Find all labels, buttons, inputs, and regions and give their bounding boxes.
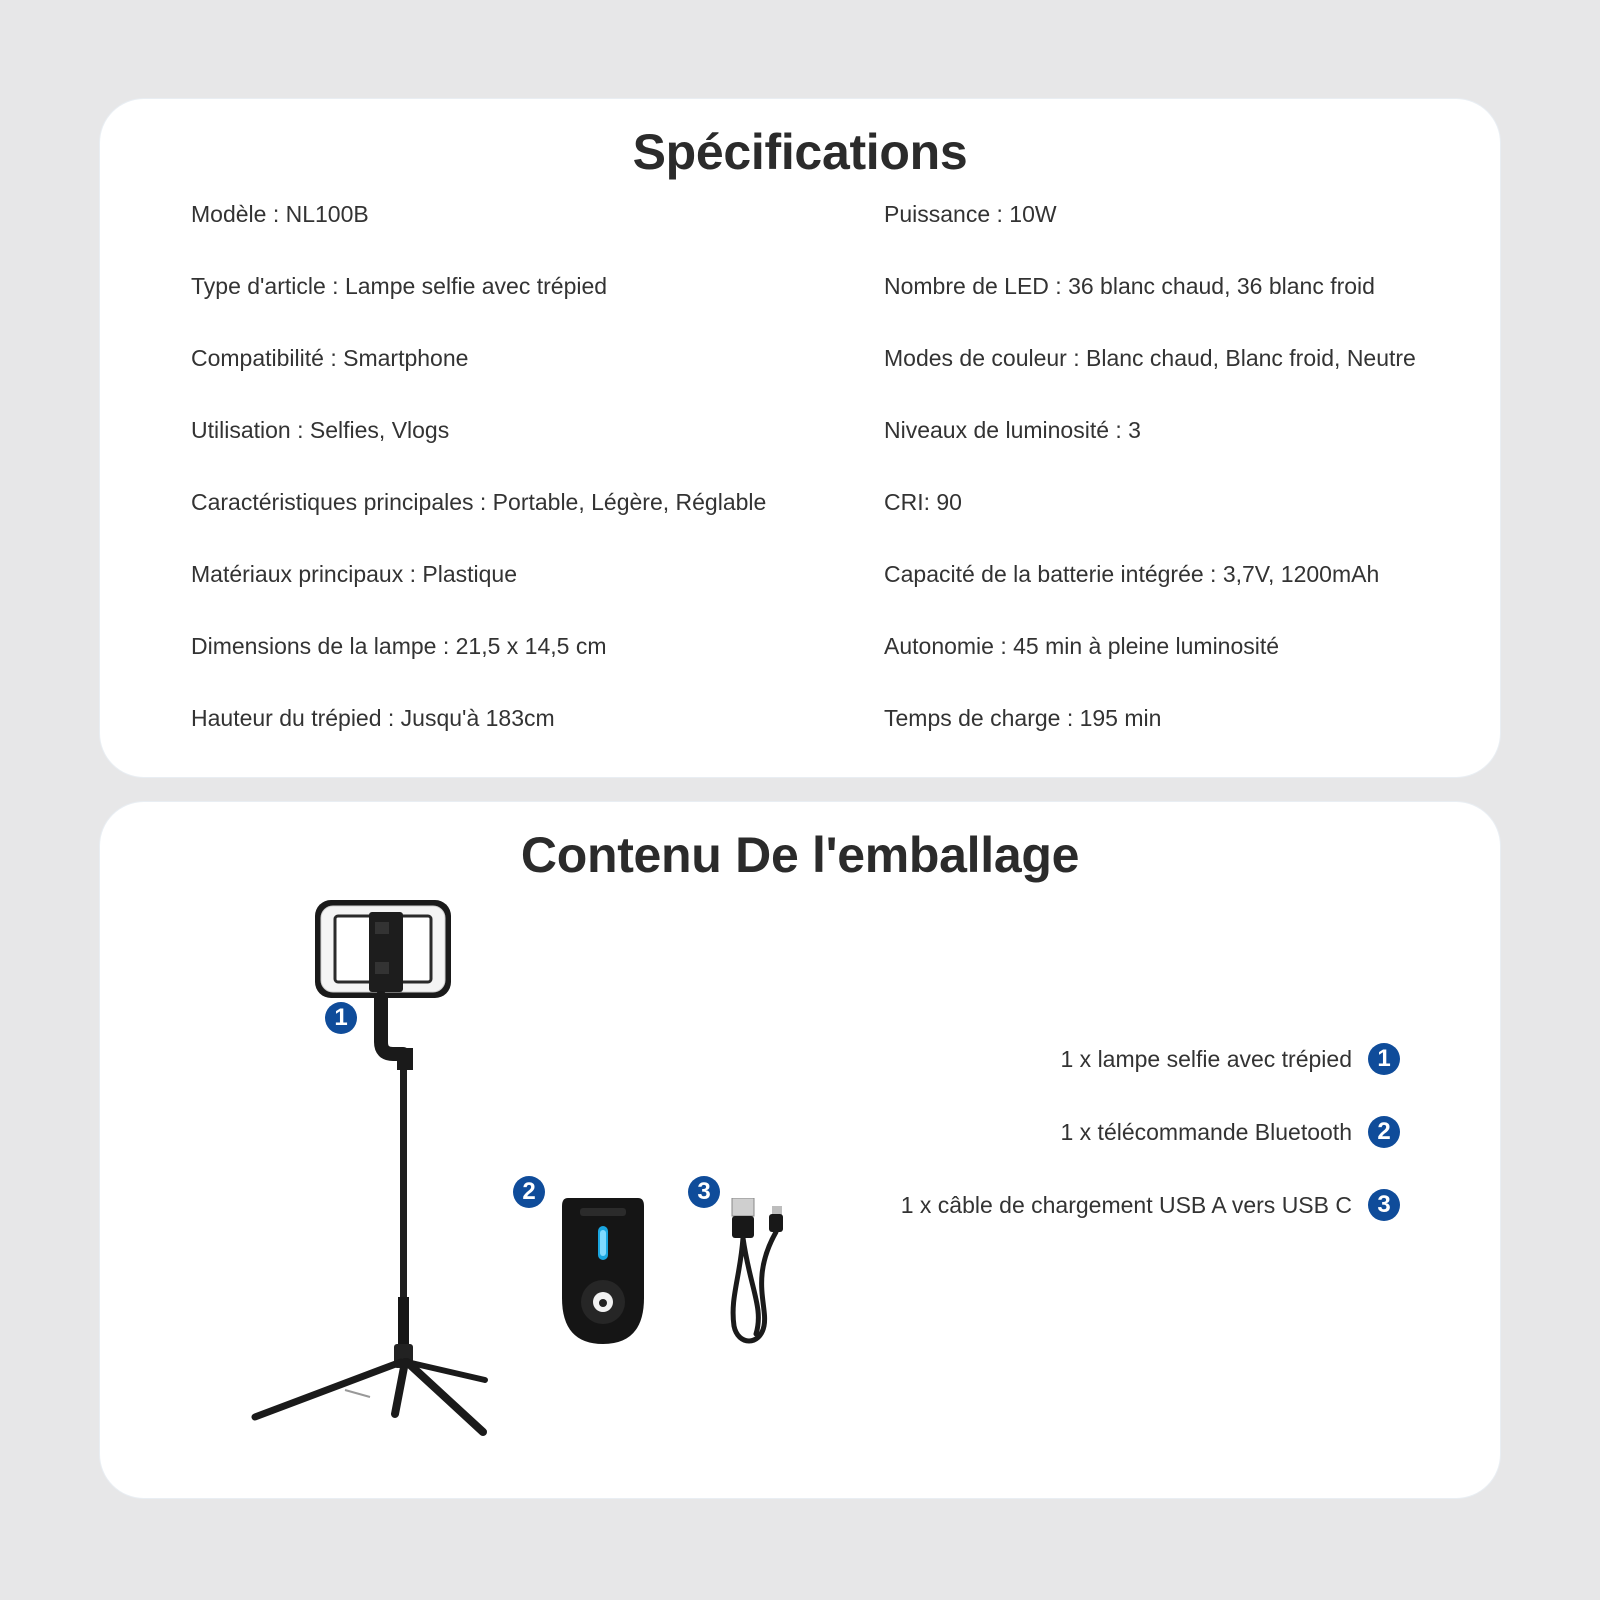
spec-item: Matériaux principaux : Plastique [191, 561, 517, 587]
package-contents-title: Contenu De l'emballage [520, 827, 1080, 883]
package-contents-list [901, 1042, 1400, 1261]
spec-item: Compatibilité : Smartphone [191, 345, 469, 371]
specs-left-column [191, 201, 766, 777]
specifications-title: Spécifications [632, 124, 968, 180]
list-item [901, 1042, 1400, 1115]
item-number-badge: 1 [325, 1002, 357, 1034]
item-number-badge: 3 [1368, 1189, 1400, 1221]
package-item-label: 1 x lampe selfie avec trépied [1060, 1046, 1352, 1072]
package-item-label: 1 x télécommande Bluetooth [1060, 1119, 1352, 1145]
list-item [901, 1115, 1400, 1188]
spec-item: Capacité de la batterie intégrée : 3,7V, 1200mAh [884, 561, 1380, 587]
spec-item: Hauteur du trépied : Jusqu'à 183cm [191, 705, 555, 731]
package-item-label: 1 x câble de chargement USB A vers USB C [900, 1192, 1352, 1218]
spec-item: Utilisation : Selfies, Vlogs [191, 417, 450, 443]
item-number-badge: 2 [1368, 1116, 1400, 1148]
spec-item: Temps de charge : 195 min [884, 705, 1162, 731]
bluetooth-remote-image [560, 1198, 646, 1344]
selfie-lamp-tripod-image [245, 892, 515, 1462]
specifications-card [100, 99, 1500, 777]
spec-item: Caractéristiques principales : Portable, Légère, Réglable [191, 489, 767, 515]
list-item [901, 1188, 1400, 1261]
package-contents-card [100, 802, 1500, 1498]
spec-item: CRI: 90 [884, 489, 962, 515]
spec-item: Puissance : 10W [884, 201, 1057, 227]
spec-item: Modes de couleur : Blanc chaud, Blanc froid, Neutre [884, 345, 1416, 371]
spec-item: Niveaux de luminosité : 3 [884, 417, 1141, 443]
spec-item: Dimensions de la lampe : 21,5 x 14,5 cm [191, 633, 607, 659]
spec-item: Autonomie : 45 min à pleine luminosité [884, 633, 1280, 659]
spec-item: Nombre de LED : 36 blanc chaud, 36 blanc froid [884, 273, 1375, 299]
usb-cable-image [720, 1198, 792, 1346]
specs-right-column [884, 201, 1416, 777]
spec-item: Modèle : NL100B [191, 201, 369, 227]
item-number-badge: 1 [1368, 1043, 1400, 1075]
item-number-badge: 2 [513, 1176, 545, 1208]
spec-item: Type d'article : Lampe selfie avec trépied [191, 273, 608, 299]
item-number-badge: 3 [688, 1176, 720, 1208]
